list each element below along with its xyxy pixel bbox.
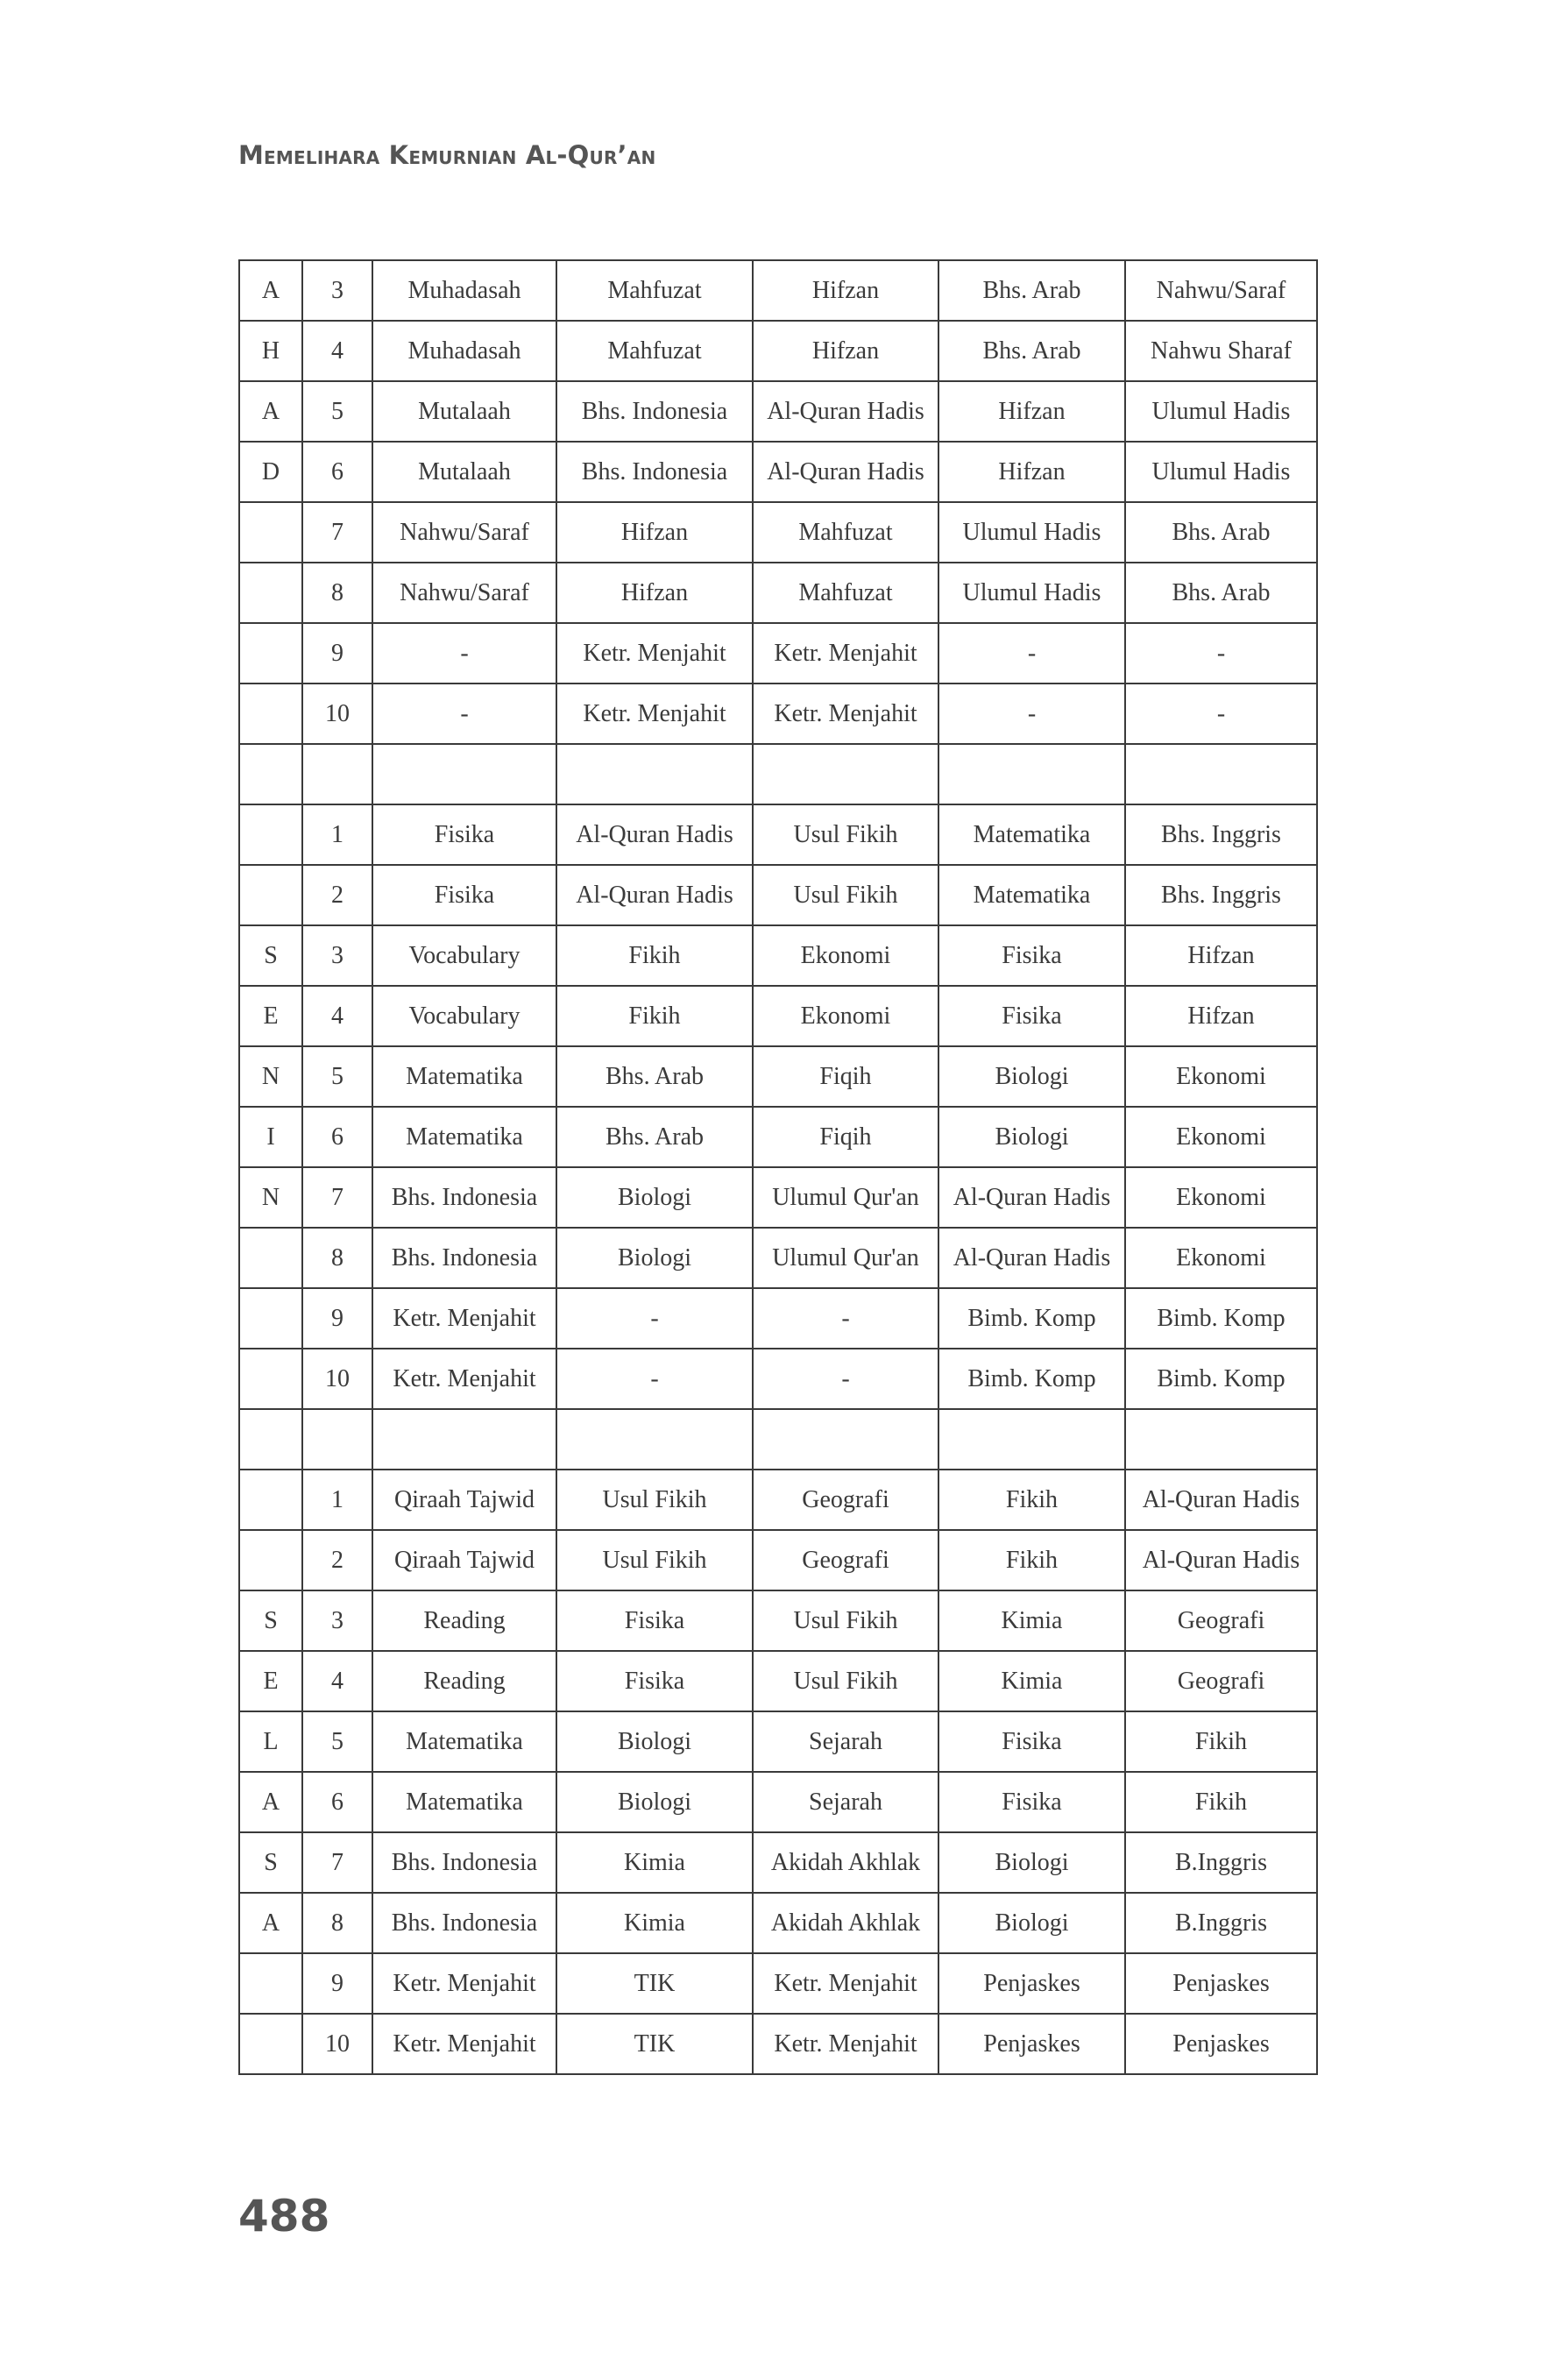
- subject-cell: Matematika: [938, 804, 1125, 865]
- subject-cell: Geografi: [1125, 1651, 1317, 1711]
- subject-cell: [753, 744, 938, 804]
- period-cell: 5: [302, 1711, 372, 1772]
- subject-cell: Ekonomi: [1125, 1046, 1317, 1107]
- subject-cell: Bhs. Indonesia: [372, 1832, 556, 1893]
- subject-cell: B.Inggris: [1125, 1893, 1317, 1953]
- subject-cell: Bhs. Inggris: [1125, 804, 1317, 865]
- subject-cell: Sejarah: [753, 1711, 938, 1772]
- table-row: [239, 2014, 1317, 2074]
- table-row: [239, 1167, 1317, 1228]
- subject-cell: Reading: [372, 1590, 556, 1651]
- subject-cell: B.Inggris: [1125, 1832, 1317, 1893]
- subject-cell: Fikih: [1125, 1711, 1317, 1772]
- subject-cell: Usul Fikih: [556, 1470, 753, 1530]
- subject-cell: Muhadasah: [372, 260, 556, 321]
- period-cell: 5: [302, 1046, 372, 1107]
- table-row: [239, 1711, 1317, 1772]
- day-cell: [239, 1409, 302, 1470]
- subject-cell: Ketr. Menjahit: [372, 1288, 556, 1349]
- subject-cell: -: [372, 623, 556, 684]
- period-cell: 1: [302, 1470, 372, 1530]
- day-cell: I: [239, 1107, 302, 1167]
- period-cell: [302, 744, 372, 804]
- subject-cell: Bhs. Indonesia: [372, 1893, 556, 1953]
- subject-cell: Ulumul Qur'an: [753, 1167, 938, 1228]
- day-cell: N: [239, 1167, 302, 1228]
- table-row: [239, 321, 1317, 381]
- subject-cell: [753, 1409, 938, 1470]
- subject-cell: Nahwu Sharaf: [1125, 321, 1317, 381]
- table-row: [239, 1893, 1317, 1953]
- period-cell: 8: [302, 1893, 372, 1953]
- subject-cell: Kimia: [938, 1651, 1125, 1711]
- period-cell: 6: [302, 1107, 372, 1167]
- table-row: [239, 1470, 1317, 1530]
- period-cell: 9: [302, 1288, 372, 1349]
- day-cell: E: [239, 986, 302, 1046]
- day-cell: [239, 2014, 302, 2074]
- subject-cell: Mahfuzat: [753, 502, 938, 563]
- period-cell: 10: [302, 684, 372, 744]
- period-cell: 4: [302, 321, 372, 381]
- subject-cell: Fisika: [556, 1590, 753, 1651]
- day-cell: [239, 502, 302, 563]
- subject-cell: Mahfuzat: [556, 260, 753, 321]
- subject-cell: Fisika: [938, 1711, 1125, 1772]
- period-cell: 3: [302, 1590, 372, 1651]
- subject-cell: TIK: [556, 2014, 753, 2074]
- subject-cell: Ulumul Hadis: [1125, 381, 1317, 442]
- subject-cell: Penjaskes: [938, 1953, 1125, 2014]
- subject-cell: Geografi: [753, 1530, 938, 1590]
- subject-cell: Hifzan: [753, 260, 938, 321]
- table-row: [239, 1530, 1317, 1590]
- subject-cell: Matematika: [372, 1107, 556, 1167]
- day-cell: [239, 1349, 302, 1409]
- subject-cell: Vocabulary: [372, 986, 556, 1046]
- subject-cell: Nahwu/Saraf: [372, 502, 556, 563]
- subject-cell: Ketr. Menjahit: [372, 1349, 556, 1409]
- subject-cell: -: [938, 684, 1125, 744]
- subject-cell: [372, 1409, 556, 1470]
- subject-cell: Fikih: [938, 1530, 1125, 1590]
- period-cell: 4: [302, 1651, 372, 1711]
- subject-cell: Usul Fikih: [753, 1651, 938, 1711]
- subject-cell: Ulumul Hadis: [1125, 442, 1317, 502]
- subject-cell: Ketr. Menjahit: [753, 2014, 938, 2074]
- subject-cell: Al-Quran Hadis: [938, 1167, 1125, 1228]
- subject-cell: [938, 744, 1125, 804]
- subject-cell: Biologi: [938, 1046, 1125, 1107]
- table-row: [239, 502, 1317, 563]
- period-cell: 3: [302, 925, 372, 986]
- subject-cell: Ekonomi: [1125, 1228, 1317, 1288]
- subject-cell: Sejarah: [753, 1772, 938, 1832]
- subject-cell: Ekonomi: [1125, 1107, 1317, 1167]
- subject-cell: Geografi: [753, 1470, 938, 1530]
- subject-cell: Al-Quran Hadis: [556, 804, 753, 865]
- subject-cell: Al-Quran Hadis: [1125, 1530, 1317, 1590]
- subject-cell: Fisika: [938, 1772, 1125, 1832]
- subject-cell: -: [372, 684, 556, 744]
- table-row: [239, 1832, 1317, 1893]
- subject-cell: Nahwu/Saraf: [1125, 260, 1317, 321]
- subject-cell: Matematika: [372, 1711, 556, 1772]
- period-cell: 3: [302, 260, 372, 321]
- table-row: [239, 986, 1317, 1046]
- subject-cell: Usul Fikih: [753, 1590, 938, 1651]
- day-cell: [239, 684, 302, 744]
- table-row: [239, 744, 1317, 804]
- subject-cell: Mahfuzat: [556, 321, 753, 381]
- subject-cell: -: [556, 1349, 753, 1409]
- subject-cell: Bhs. Indonesia: [372, 1167, 556, 1228]
- table-row: [239, 260, 1317, 321]
- subject-cell: Penjaskes: [1125, 1953, 1317, 2014]
- subject-cell: Bhs. Indonesia: [372, 1228, 556, 1288]
- subject-cell: [1125, 744, 1317, 804]
- subject-cell: Vocabulary: [372, 925, 556, 986]
- subject-cell: Kimia: [938, 1590, 1125, 1651]
- schedule-body: [239, 260, 1317, 2074]
- subject-cell: Ulumul Qur'an: [753, 1228, 938, 1288]
- table-row: [239, 804, 1317, 865]
- subject-cell: -: [1125, 623, 1317, 684]
- table-row: [239, 1409, 1317, 1470]
- subject-cell: Fikih: [938, 1470, 1125, 1530]
- subject-cell: -: [753, 1288, 938, 1349]
- period-cell: 5: [302, 381, 372, 442]
- subject-cell: Matematika: [372, 1046, 556, 1107]
- subject-cell: Hifzan: [556, 563, 753, 623]
- subject-cell: Akidah Akhlak: [753, 1832, 938, 1893]
- subject-cell: Bhs. Arab: [938, 260, 1125, 321]
- subject-cell: Geografi: [1125, 1590, 1317, 1651]
- subject-cell: Nahwu/Saraf: [372, 563, 556, 623]
- day-cell: [239, 1530, 302, 1590]
- subject-cell: Biologi: [556, 1711, 753, 1772]
- subject-cell: Usul Fikih: [556, 1530, 753, 1590]
- subject-cell: Matematika: [372, 1772, 556, 1832]
- subject-cell: Ulumul Hadis: [938, 563, 1125, 623]
- subject-cell: Bhs. Arab: [556, 1046, 753, 1107]
- subject-cell: Muhadasah: [372, 321, 556, 381]
- subject-cell: [556, 744, 753, 804]
- subject-cell: Al-Quran Hadis: [753, 381, 938, 442]
- subject-cell: Hifzan: [938, 442, 1125, 502]
- subject-cell: Ulumul Hadis: [938, 502, 1125, 563]
- period-cell: 9: [302, 1953, 372, 2014]
- period-cell: 7: [302, 502, 372, 563]
- subject-cell: Kimia: [556, 1893, 753, 1953]
- subject-cell: Biologi: [556, 1228, 753, 1288]
- period-cell: 6: [302, 1772, 372, 1832]
- subject-cell: Hifzan: [1125, 986, 1317, 1046]
- period-cell: 10: [302, 1349, 372, 1409]
- subject-cell: Bimb. Komp: [1125, 1349, 1317, 1409]
- table-row: [239, 1046, 1317, 1107]
- table-row: [239, 684, 1317, 744]
- subject-cell: Ekonomi: [753, 925, 938, 986]
- table-row: [239, 1651, 1317, 1711]
- subject-cell: Bimb. Komp: [938, 1349, 1125, 1409]
- table-row: [239, 1107, 1317, 1167]
- period-cell: 4: [302, 986, 372, 1046]
- subject-cell: Ketr. Menjahit: [753, 1953, 938, 2014]
- subject-cell: [556, 1409, 753, 1470]
- period-cell: [302, 1409, 372, 1470]
- subject-cell: Al-Quran Hadis: [938, 1228, 1125, 1288]
- period-cell: 10: [302, 2014, 372, 2074]
- subject-cell: Mutalaah: [372, 381, 556, 442]
- subject-cell: Bhs. Arab: [556, 1107, 753, 1167]
- table-row: [239, 623, 1317, 684]
- subject-cell: Reading: [372, 1651, 556, 1711]
- subject-cell: Biologi: [556, 1167, 753, 1228]
- day-cell: S: [239, 1590, 302, 1651]
- subject-cell: Biologi: [556, 1772, 753, 1832]
- subject-cell: Fisika: [372, 865, 556, 925]
- subject-cell: Bhs. Indonesia: [556, 442, 753, 502]
- subject-cell: Penjaskes: [938, 2014, 1125, 2074]
- subject-cell: Matematika: [938, 865, 1125, 925]
- subject-cell: TIK: [556, 1953, 753, 2014]
- subject-cell: Qiraah Tajwid: [372, 1530, 556, 1590]
- subject-cell: Penjaskes: [1125, 2014, 1317, 2074]
- day-cell: A: [239, 260, 302, 321]
- table-row: [239, 1590, 1317, 1651]
- subject-cell: Ketr. Menjahit: [556, 623, 753, 684]
- subject-cell: Bimb. Komp: [1125, 1288, 1317, 1349]
- day-cell: S: [239, 925, 302, 986]
- day-cell: D: [239, 442, 302, 502]
- subject-cell: Biologi: [938, 1832, 1125, 1893]
- subject-cell: Ketr. Menjahit: [372, 2014, 556, 2074]
- day-cell: [239, 804, 302, 865]
- subject-cell: Al-Quran Hadis: [753, 442, 938, 502]
- period-cell: 2: [302, 1530, 372, 1590]
- subject-cell: Usul Fikih: [753, 865, 938, 925]
- day-cell: A: [239, 1893, 302, 1953]
- subject-cell: Hifzan: [556, 502, 753, 563]
- subject-cell: [372, 744, 556, 804]
- day-cell: N: [239, 1046, 302, 1107]
- subject-cell: Fikih: [556, 986, 753, 1046]
- schedule-table: [238, 259, 1318, 2075]
- table-row: [239, 865, 1317, 925]
- day-cell: [239, 1953, 302, 2014]
- subject-cell: Kimia: [556, 1832, 753, 1893]
- period-cell: 8: [302, 1228, 372, 1288]
- subject-cell: Bhs. Arab: [1125, 563, 1317, 623]
- period-cell: 7: [302, 1167, 372, 1228]
- subject-cell: Ketr. Menjahit: [753, 623, 938, 684]
- subject-cell: Ketr. Menjahit: [372, 1953, 556, 2014]
- day-cell: [239, 563, 302, 623]
- subject-cell: Usul Fikih: [753, 804, 938, 865]
- subject-cell: Al-Quran Hadis: [556, 865, 753, 925]
- table-row: [239, 1349, 1317, 1409]
- subject-cell: Fisika: [938, 986, 1125, 1046]
- subject-cell: Biologi: [938, 1107, 1125, 1167]
- table-row: [239, 381, 1317, 442]
- day-cell: S: [239, 1832, 302, 1893]
- subject-cell: Hifzan: [938, 381, 1125, 442]
- table-row: [239, 1288, 1317, 1349]
- period-cell: 1: [302, 804, 372, 865]
- subject-cell: Qiraah Tajwid: [372, 1470, 556, 1530]
- table-row: [239, 563, 1317, 623]
- day-cell: [239, 1470, 302, 1530]
- subject-cell: Bimb. Komp: [938, 1288, 1125, 1349]
- table-row: [239, 925, 1317, 986]
- day-cell: [239, 1228, 302, 1288]
- period-cell: 7: [302, 1832, 372, 1893]
- day-cell: H: [239, 321, 302, 381]
- subject-cell: -: [938, 623, 1125, 684]
- subject-cell: -: [1125, 684, 1317, 744]
- subject-cell: Fiqih: [753, 1046, 938, 1107]
- subject-cell: Fikih: [556, 925, 753, 986]
- table-row: [239, 1228, 1317, 1288]
- period-cell: 9: [302, 623, 372, 684]
- day-cell: [239, 1288, 302, 1349]
- day-cell: A: [239, 1772, 302, 1832]
- day-cell: [239, 744, 302, 804]
- subject-cell: Al-Quran Hadis: [1125, 1470, 1317, 1530]
- day-cell: A: [239, 381, 302, 442]
- table-row: [239, 442, 1317, 502]
- subject-cell: [1125, 1409, 1317, 1470]
- day-cell: E: [239, 1651, 302, 1711]
- subject-cell: Ketr. Menjahit: [556, 684, 753, 744]
- subject-cell: Fisika: [372, 804, 556, 865]
- subject-cell: Fisika: [938, 925, 1125, 986]
- subject-cell: Hifzan: [1125, 925, 1317, 986]
- period-cell: 2: [302, 865, 372, 925]
- subject-cell: Ekonomi: [753, 986, 938, 1046]
- day-cell: [239, 865, 302, 925]
- page-number: 488: [238, 2191, 330, 2242]
- subject-cell: Mutalaah: [372, 442, 556, 502]
- table-row: [239, 1772, 1317, 1832]
- subject-cell: Ekonomi: [1125, 1167, 1317, 1228]
- subject-cell: Ketr. Menjahit: [753, 684, 938, 744]
- subject-cell: -: [753, 1349, 938, 1409]
- subject-cell: [938, 1409, 1125, 1470]
- table-row: [239, 1953, 1317, 2014]
- subject-cell: Biologi: [938, 1893, 1125, 1953]
- subject-cell: Bhs. Arab: [1125, 502, 1317, 563]
- subject-cell: Fikih: [1125, 1772, 1317, 1832]
- day-cell: L: [239, 1711, 302, 1772]
- subject-cell: -: [556, 1288, 753, 1349]
- subject-cell: Hifzan: [753, 321, 938, 381]
- subject-cell: Bhs. Arab: [938, 321, 1125, 381]
- subject-cell: Mahfuzat: [753, 563, 938, 623]
- subject-cell: Fiqih: [753, 1107, 938, 1167]
- subject-cell: Akidah Akhlak: [753, 1893, 938, 1953]
- day-cell: [239, 623, 302, 684]
- subject-cell: Bhs. Inggris: [1125, 865, 1317, 925]
- subject-cell: Bhs. Indonesia: [556, 381, 753, 442]
- period-cell: 6: [302, 442, 372, 502]
- running-header: Memelihara Kemurnian Al-Qur’an: [238, 140, 656, 170]
- period-cell: 8: [302, 563, 372, 623]
- subject-cell: Fisika: [556, 1651, 753, 1711]
